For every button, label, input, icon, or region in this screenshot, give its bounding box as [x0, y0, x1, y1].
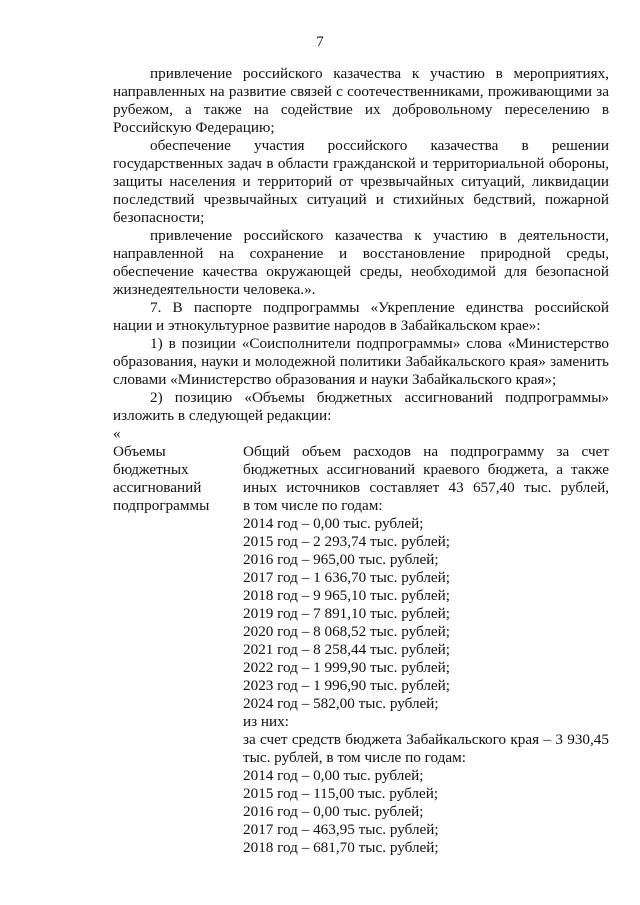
- label-line: ассигнований: [113, 479, 202, 496]
- year-line: 2019 год – 7 891,10 тыс. рублей;: [243, 605, 451, 622]
- text-line: обеспечение качества окружающей среды, необходимой для безопасной: [113, 263, 609, 280]
- content-line: Общий объем расходов на подпрограмму за счет: [243, 443, 609, 460]
- text-line: безопасности;: [113, 209, 205, 226]
- year-line: 2017 год – 1 636,70 тыс. рублей;: [243, 569, 451, 586]
- year-line: 2016 год – 965,00 тыс. рублей;: [243, 551, 439, 568]
- year-line: 2023 год – 1 996,90 тыс. рублей;: [243, 677, 451, 694]
- text-line: обеспечение участия российского казачества в решении: [150, 137, 609, 154]
- year-line: 2017 год – 463,95 тыс. рублей;: [243, 821, 439, 838]
- text-line: рубежом, а также на содействие их добровольному переселению в: [113, 101, 609, 118]
- text-line: привлечение российского казачества к участию в мероприятиях,: [150, 65, 609, 82]
- quote-mark: «: [113, 425, 121, 442]
- text-line: изложить в следующей редакции:: [113, 407, 332, 424]
- text-line: направленных на развитие связей с соотечественниками, проживающими за: [113, 83, 609, 100]
- section-heading: 7. В паспорте подпрограммы «Укрепление единства российской: [150, 299, 609, 316]
- label-line: Объемы: [113, 443, 166, 460]
- year-line: 2015 год – 115,00 тыс. рублей;: [243, 785, 439, 802]
- text-line: привлечение российского казачества к участию в деятельности,: [150, 227, 609, 244]
- text-line: последствий чрезвычайных ситуаций и стихийных бедствий, пожарной: [113, 191, 609, 208]
- text-line: жизнедеятельности человека.».: [113, 281, 316, 298]
- text-line: государственных задач в области гражданской и территориальной обороны,: [113, 155, 609, 172]
- year-line: 2021 год – 8 258,44 тыс. рублей;: [243, 641, 451, 658]
- text-line: словами «Министерство образования и науки Забайкальского края»;: [113, 371, 557, 388]
- text-line: образования, науки и молодежной политики Забайкальского края» заменить: [113, 353, 609, 370]
- content-line: из них:: [243, 713, 289, 730]
- year-line: 2014 год – 0,00 тыс. рублей;: [243, 515, 424, 532]
- year-line: 2020 год – 8 068,52 тыс. рублей;: [243, 623, 451, 640]
- text-line: направленной на сохранение и восстановление природной среды,: [113, 245, 609, 262]
- text-line: Российскую Федерацию;: [113, 119, 275, 136]
- year-line: 2018 год – 681,70 тыс. рублей;: [243, 839, 439, 856]
- text-line: защиты населения и территорий от чрезвычайных ситуаций, ликвидации: [113, 173, 609, 190]
- year-line: 2014 год – 0,00 тыс. рублей;: [243, 767, 424, 784]
- label-line: бюджетных: [113, 461, 189, 478]
- text-line: 1) в позиции «Соисполнители подпрограммы» слова «Министерство: [150, 335, 609, 352]
- label-line: подпрограммы: [113, 497, 210, 514]
- year-line: 2018 год – 9 965,10 тыс. рублей;: [243, 587, 451, 604]
- content-line: бюджетных ассигнований краевого бюджета, а также: [243, 461, 609, 478]
- year-line: 2024 год – 582,00 тыс. рублей;: [243, 695, 439, 712]
- page-number: 7: [316, 34, 324, 50]
- content-line: иных источников составляет 43 657,40 тыс. рублей,: [243, 479, 609, 496]
- year-line: 2022 год – 1 999,90 тыс. рублей;: [243, 659, 451, 676]
- year-line: 2016 год – 0,00 тыс. рублей;: [243, 803, 424, 820]
- text-line: нации и этнокультурное развитие народов в Забайкальском крае»:: [113, 317, 541, 334]
- text-line: 2) позицию «Объемы бюджетных ассигнований подпрограммы»: [150, 389, 609, 406]
- content-line: за счет средств бюджета Забайкальского края – 3 930,45: [243, 731, 609, 748]
- year-line: 2015 год – 2 293,74 тыс. рублей;: [243, 533, 451, 550]
- content-line: в том числе по годам:: [243, 497, 383, 514]
- content-line: тыс. рублей, в том числе по годам:: [243, 749, 466, 766]
